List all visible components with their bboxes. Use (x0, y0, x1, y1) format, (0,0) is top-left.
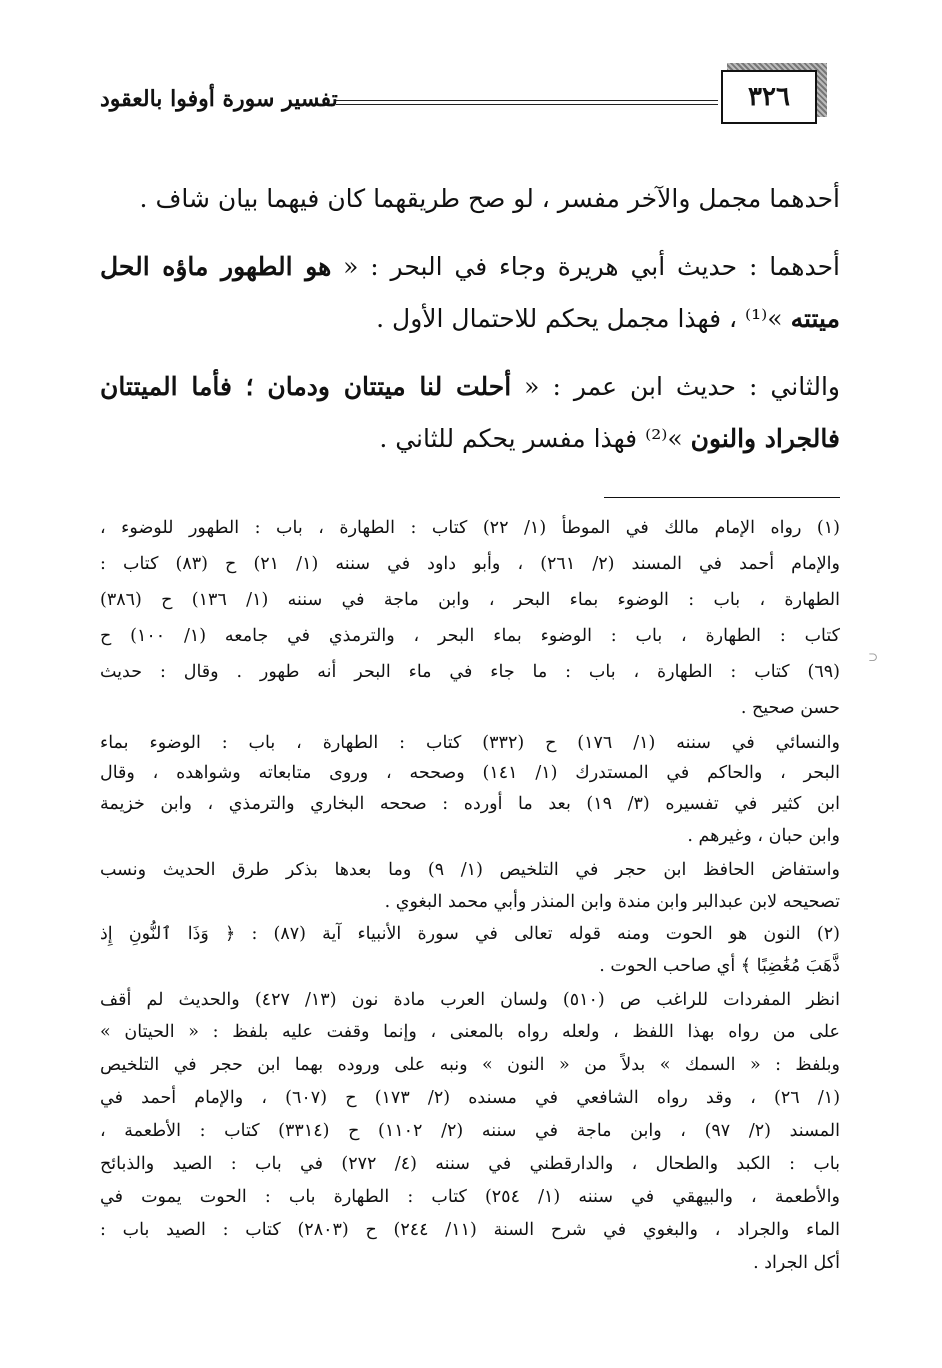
body-line: فالجراد والنون »⁽²⁾ فهذا مفسر يحكم للثاني . (379, 424, 840, 453)
footnote-line: ابن كثير في تفسيره (٣/ ١٩) بعد ما أورده : صححه البخاري والترمذي ، وابن خزيمة (100, 794, 841, 814)
footnote-line: (١/ ٢٦) ، وقد رواه الشافعي في مسنده (٢/ ١٧٣) ح (٦٠٧) ، والإمام أحمد في (100, 1088, 841, 1108)
footnote-line: الماء والجراد ، والبغوي في شرح السنة (١١/ ٢٤٤) ح (٢٨٠٣) كتاب : الصيد باب : (100, 1220, 841, 1240)
footnote-line: واستفاض الحافظ ابن حجر في التلخيص (١/ ٩) وما بعدها بذكر طرق الحديث ونسب (100, 860, 840, 880)
body-line: أحدهما مجمل والآخر مفسر ، لو صح طريقهما كان فيهما بيان شاف . (139, 184, 840, 213)
footnote-line: والنسائي في سننه (١/ ١٧٦) ح (٣٣٢) كتاب : الطهارة ، باب : الوضوء بماء (100, 733, 840, 753)
footnote-line: على من رواه بهذا اللفظ ، ولعله رواه بالمعنى ، وإنما وقفت عليه بلفظ : « الحيتان » (100, 1022, 840, 1042)
footnote-line: وابن حبان ، وغيرهم . (687, 826, 840, 846)
footnote-line: (٦٩) كتاب : الطهارة ، باب : ما جاء في ماء البحر أنه طهور . وقال : حديث (100, 662, 840, 682)
footnote-line: تصحيحه لابن عبدالبر وابن مندة وابن المنذر وأبي محمد البغوي . (384, 892, 840, 912)
footnote-line: كتاب : الطهارة ، باب : الوضوء بماء البحر ، والترمذي في جامعه (١/ ١٠٠) ح (100, 626, 840, 646)
footnote-line: المسند (٢/ ٩٧) ، وابن ماجة في سننه (٢/ ١١٠٢) ح (٣٣١٤) كتاب : الأطعمة ، (100, 1121, 840, 1141)
footnote-line: حسن صحيح . (740, 698, 840, 718)
body-line: أحدهما : حديث أبي هريرة وجاء في البحر : « هو الطهور ماؤه الحل (100, 252, 841, 281)
margin-mark: ⊃ (868, 650, 879, 664)
footnote-line: ذَّهَبَ مُغَٰضِبًا ﴾ أي صاحب الحوت . (599, 956, 840, 976)
footnote-line: وبلفظ : « السمك » بدلاً من « النون » ونبه على وروده بهما ابن حجر في التلخيص (100, 1055, 840, 1075)
footnote-line: والإمام أحمد في المسند (٢/ ٢٦١) ، وأبو داود في سننه (١/ ٢١) ح (٨٣) كتاب : (100, 554, 840, 574)
footnote-line: (١) رواه الإمام مالك في الموطأ (١/ ٢٢) كتاب : الطهارة ، باب : الطهور للوضوء ، (100, 518, 840, 538)
footnote-line: أكل الجراد . (753, 1253, 840, 1273)
footnote-line: باب : الكبد والطحال ، والدارقطني في سننه (٤/ ٢٧٢) في باب : الصيد والذبائح (100, 1154, 841, 1174)
footnote-line: (٢) النون هو الحوت ومنه قوله تعالى في سورة الأنبياء آية (٨٧) : ﴿ وَذَا ٱلنُّونِ إِذ (100, 924, 840, 944)
footnote-line: والأطعمة ، والبيهقي في سننه (١/ ٢٥٤) كتاب : الطهارة باب : الحوت يموت في (100, 1187, 840, 1207)
page-number: ٣٢٦ (721, 70, 817, 124)
running-header-title: تفسير سورة أوفوا بالعقود (100, 86, 338, 112)
body-line: والثاني : حديث ابن عمر : « أحلت لنا ميتتان ودمان ؛ فأما الميتتان (100, 372, 840, 401)
footnote-line: البحر ، والحاكم في المستدرك (١/ ١٤١) وصححه ، وروى متابعاته وشواهده ، وقال (100, 763, 841, 783)
footnote-line: انظر المفردات للراغب ص (٥١٠) ولسان العرب مادة نون (١٣/ ٤٢٧) والحديث لم أقف (100, 990, 840, 1010)
body-line: ميتته »⁽¹⁾ ، فهذا مجمل يحكم للاحتمال الأول . (376, 304, 840, 333)
footnote-line: الطهارة ، باب : الوضوء بماء البحر ، وابن ماجة في سننه (١/ ١٣٦) ح (٣٨٦) (100, 590, 840, 610)
header-rule (336, 100, 718, 105)
footnote-separator (604, 497, 840, 498)
